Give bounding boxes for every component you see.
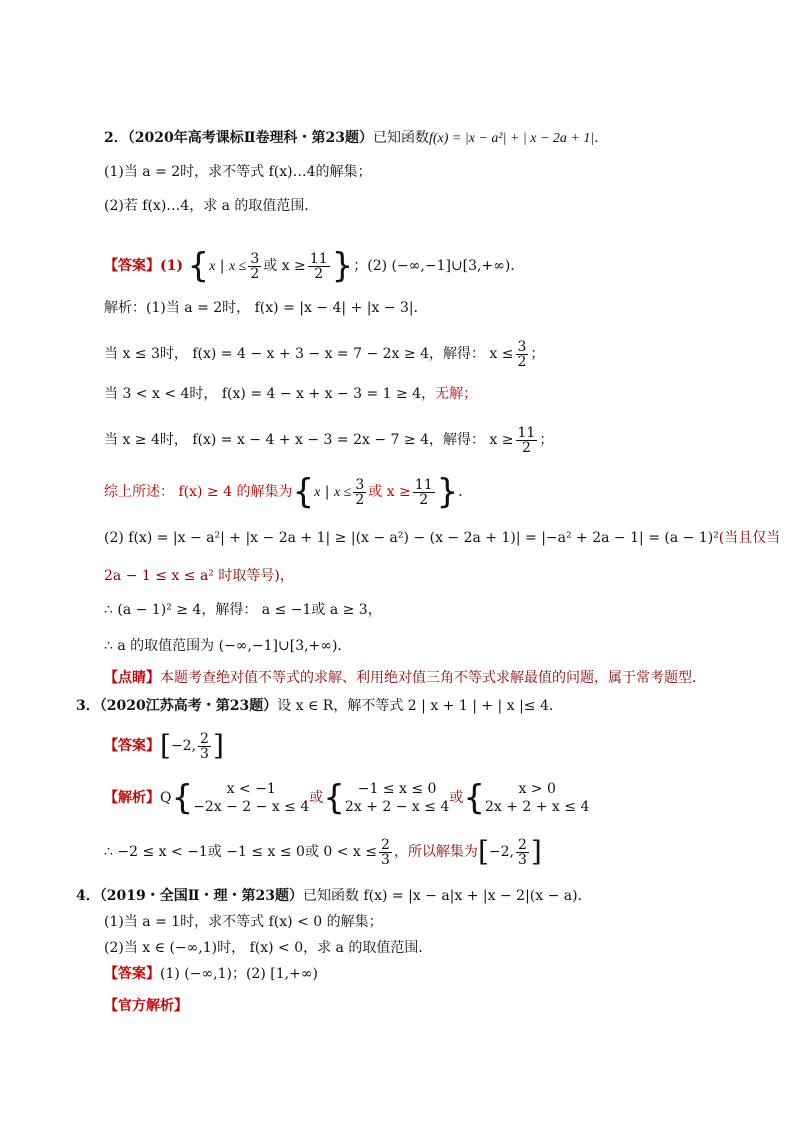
numerator: 2	[200, 730, 209, 747]
problem-4-question-1: (1)当 a = 1时，求不等式 f(x) < 0 的解集；	[104, 914, 383, 930]
problem-4-question-2: (2)当 x ∈ (−∞,1)时， f(x) < 0，求 a 的取值范围．	[104, 940, 433, 956]
denominator: 2	[355, 491, 365, 508]
official-solution-tag: 【官方解析】	[104, 998, 188, 1014]
summary-cond-1: x ≤	[333, 485, 352, 500]
fraction	[516, 426, 538, 455]
problem-stem: 设 x ∈ R，解不等式 2 | x + 1 | + | x |≤ 4．	[277, 698, 563, 714]
problem-number: 2．	[104, 130, 128, 146]
problem-number: 4．	[76, 888, 100, 904]
answer-cond-1: x ≤	[228, 259, 247, 274]
solution-2-note: (当且仅当	[718, 530, 781, 546]
left-brace: {	[292, 472, 315, 512]
system-brace: {	[323, 778, 345, 818]
denominator: 2	[517, 353, 527, 370]
right-bracket: ]	[530, 835, 542, 868]
note-text: 本题考查绝对值不等式的求解、利用绝对值三角不等式求解最值的问题，属于常考题型．	[160, 670, 706, 686]
fraction	[516, 340, 529, 369]
denominator: 2	[419, 491, 429, 508]
numerator: 3	[355, 476, 365, 493]
answer-tag: 【答案】	[104, 738, 160, 754]
problem-stem: 已知函数 f(x) = |x − a|x + |x − 2|(x − a)．	[303, 888, 592, 904]
problem-source: （2019・全国Ⅱ・理・第23题）	[99, 888, 303, 904]
system-2	[345, 780, 449, 816]
system-3-ineq: 2x + 2 + x ≤ 4	[484, 799, 590, 815]
system-brace: {	[171, 778, 194, 818]
problem-source: （2020江苏高考・第23题）	[99, 698, 278, 714]
solution-tag: 【解析】	[104, 790, 160, 806]
denominator: 3	[200, 745, 209, 762]
because-symbol: Q	[160, 790, 172, 806]
solution-2-line-1	[104, 528, 780, 548]
question-2: (2)若 f(x)…4，求 a 的取值范围．	[104, 198, 319, 214]
problem-3-header	[76, 696, 563, 716]
problem-number: 3．	[76, 698, 100, 714]
answer-text: (1) (−∞,1)；(2) [1,+∞)	[160, 966, 318, 982]
denominator: 2	[521, 439, 531, 456]
problem-4-header	[76, 886, 592, 906]
fraction	[353, 478, 366, 507]
answer-1-label: (1)	[160, 258, 183, 274]
conclusion-text: ∴ −2 ≤ x < −1或 −1 ≤ x ≤ 0或 0 < x ≤	[104, 844, 378, 860]
conclusion-interval-start: −2,	[488, 844, 514, 860]
answer-cond-2: 或 x ≥	[263, 258, 306, 274]
numerator: 3	[517, 338, 527, 355]
system-3	[485, 780, 589, 816]
fraction	[413, 478, 435, 507]
or-word: 或	[309, 790, 324, 806]
problem-source: （2020年高考课标Ⅱ卷理科・第23题）	[127, 130, 373, 146]
solution-2-line-2: 2a − 1 ≤ x ≤ a² 时取等号)，	[104, 568, 294, 584]
answer-2: ；(2) (−∞,−1]∪[3,+∞)．	[353, 258, 525, 274]
system-2-cond: −1 ≤ x ≤ 0	[357, 781, 437, 797]
problem-3-answer	[104, 728, 224, 764]
summary-var: x	[314, 485, 321, 500]
problem-4-answer	[104, 964, 318, 984]
case-text: 当 3 < x < 4时， f(x) = 4 − x + x − 3 = 1 ≥ 4，	[104, 386, 436, 402]
solution-summary: 综上所述： f(x) ≥ 4 的解集为{x | x ≤ $\frac{3}{2}$ 或 x ≥ $\frac{11}{2}$ }．	[104, 472, 473, 512]
right-brace: }	[436, 472, 459, 512]
answer-line: 【答案】(1) {x | x ≤ $\frac{3}{2}$ 或 x ≥ $\frac{11}{2}$ }；(2) (−∞,−1]∪[3,+∞)．	[104, 246, 525, 286]
numerator: 11	[309, 250, 328, 267]
left-bracket: [	[477, 835, 489, 868]
denominator: 3	[381, 851, 390, 868]
solution-2-text: (2) f(x) = |x − a²| + |x − 2a + 1| ≥ |(x − a²) − (x − 2a + 1)| = |−a² + 2a − 1| = (a − 1)²	[104, 530, 719, 546]
answer-var: x	[209, 259, 216, 274]
problem-function: f(x) = |x − a²| + | x − 2a + 1|．	[429, 131, 609, 146]
system-1-cond: x < −1	[226, 781, 276, 797]
numerator: 11	[517, 424, 536, 441]
solution-1: 解析：(1)当 a = 2时， f(x) = |x − 4| + |x − 3|．	[104, 300, 428, 316]
fraction	[516, 838, 529, 867]
left-bracket: [	[160, 729, 171, 762]
fraction	[308, 252, 330, 281]
case-text: 当 x ≥ 4时， f(x) = x − 4 + x − 3 = 2x − 7 ≥ 4，解得： x ≥	[104, 432, 514, 448]
problem-3-solution	[104, 776, 589, 820]
summary-text: 综上所述： f(x) ≥ 4 的解集为	[104, 484, 293, 500]
solution-case-1: 当 x ≤ 3时， f(x) = 4 − x + 3 − x = 7 − 2x ≥ 4，解得： x ≤ $\frac{3}{2}$ ；	[104, 338, 545, 370]
denominator: 2	[314, 265, 324, 282]
problem-2-header	[104, 128, 608, 149]
note-line	[104, 668, 706, 688]
problem-stem: 已知函数	[373, 130, 429, 146]
numerator: 3	[250, 250, 260, 267]
case-text: 当 x ≤ 3时， f(x) = 4 − x + 3 − x = 7 − 2x ≥ 4，解得： x ≤	[104, 346, 514, 362]
answer-tag: 【答案】	[104, 966, 160, 982]
right-bracket: ]	[212, 729, 224, 762]
fraction	[248, 252, 261, 281]
summary-cond-2: 或 x ≥	[368, 484, 411, 500]
numerator: 2	[517, 836, 527, 853]
note-tag: 【点睛】	[104, 670, 160, 686]
conclusion-tail: ，所以解集为	[393, 844, 478, 860]
denominator: 3	[517, 851, 527, 868]
system-brace: {	[463, 778, 485, 818]
fraction	[379, 838, 392, 867]
numerator: 2	[381, 836, 390, 853]
problem-3-conclusion	[104, 834, 542, 870]
denominator: 2	[250, 265, 260, 282]
system-2-ineq: 2x + 2 − x ≤ 4	[344, 799, 450, 815]
case-result: 无解；	[435, 386, 478, 402]
solution-case-3: 当 x ≥ 4时， f(x) = x − 4 + x − 3 = 2x − 7 ≥ 4，解得： x ≥ $\frac{11}{2}$ ；	[104, 424, 554, 456]
system-3-cond: x > 0	[518, 781, 556, 797]
answer-interval-start: −2,	[170, 738, 197, 754]
system-1	[193, 780, 309, 816]
or-word: 或	[449, 790, 464, 806]
solution-2-line-4: ∴ a 的取值范围为 (−∞,−1]∪[3,+∞)．	[104, 638, 352, 654]
left-brace: {	[187, 246, 210, 286]
right-brace: }	[331, 246, 354, 286]
fraction	[198, 732, 211, 761]
solution-2-line-3: ∴ (a − 1)² ≥ 4，解得： a ≤ −1或 a ≥ 3，	[104, 602, 382, 618]
solution-case-2	[104, 384, 477, 404]
system-1-ineq: −2x − 2 − x ≤ 4	[193, 799, 310, 815]
numerator: 11	[414, 476, 433, 493]
answer-tag: 【答案】	[104, 258, 160, 274]
question-1: (1)当 a = 2时，求不等式 f(x)…4的解集；	[104, 164, 372, 180]
